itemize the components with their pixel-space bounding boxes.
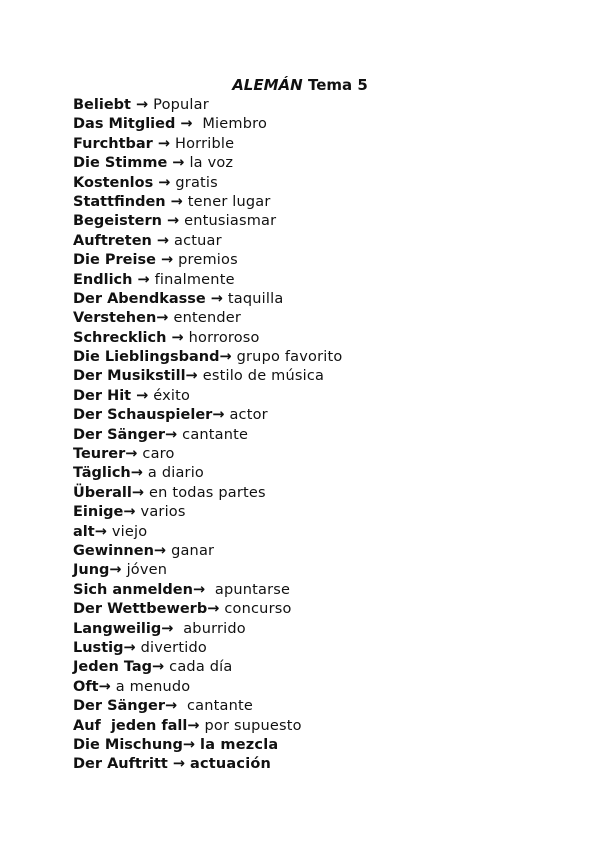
german-term: Der Sänger (73, 426, 165, 443)
arrow-icon: → (131, 484, 145, 501)
german-term: Endlich (73, 271, 133, 288)
vocab-entry (73, 620, 342, 639)
vocab-entry (73, 678, 342, 697)
german-term: Der Wettbewerb (73, 601, 208, 618)
spanish-term: cantante (182, 698, 253, 715)
arrow-icon: → (123, 504, 136, 521)
spanish-term: taquilla (227, 290, 284, 307)
arrow-icon: → (130, 465, 143, 482)
arrow-icon: → (157, 135, 170, 152)
title-lead: ALEMÁN (232, 76, 303, 94)
arrow-icon: → (166, 213, 180, 230)
german-term: Die Lieblingsband (73, 349, 220, 366)
vocab-entry (73, 658, 342, 677)
spanish-term: varios (140, 504, 186, 521)
german-term: Täglich (73, 465, 131, 482)
spanish-term: Popular (153, 97, 209, 113)
spanish-term: Horrible (174, 135, 235, 152)
spanish-term: grupo favorito (236, 349, 343, 366)
german-term: Der Abendkasse (73, 290, 206, 307)
spanish-term: cantante (182, 426, 249, 443)
vocab-entry (73, 717, 342, 736)
german-term: alt (73, 523, 95, 540)
german-term: Überall (73, 484, 132, 501)
spanish-term: por supuesto (204, 717, 302, 734)
spanish-term: a diario (147, 465, 204, 482)
german-term: Begeistern (73, 213, 162, 230)
spanish-term: entusiasmar (184, 213, 277, 230)
vocab-entry (73, 271, 342, 290)
vocab-entry (73, 251, 342, 270)
german-term: Sich anmelden (73, 581, 193, 598)
german-term: Das Mitglied (73, 116, 176, 133)
vocab-entry (73, 135, 342, 154)
spanish-term: horroroso (188, 329, 260, 346)
vocab-entry (73, 639, 342, 658)
arrow-icon: → (164, 426, 178, 443)
spanish-term: estilo de música (202, 368, 325, 385)
spanish-term: apuntarse (210, 581, 291, 598)
vocab-entry (73, 561, 342, 580)
german-term: Auftreten (73, 232, 152, 249)
vocab-entry (73, 581, 342, 600)
german-term: Jung (73, 562, 110, 579)
spanish-term: gratis (175, 174, 218, 191)
spanish-term: entender (173, 310, 242, 327)
arrow-icon: → (182, 736, 196, 753)
vocabulary-list (73, 96, 342, 775)
german-term: Jeden Tag (73, 659, 152, 676)
spanish-term: tener lugar (187, 193, 271, 210)
vocab-entry (73, 115, 342, 134)
german-term: Teurer (73, 446, 126, 463)
vocab-entry (73, 464, 342, 483)
german-term: Der Schauspieler (73, 407, 213, 424)
vocab-entry (73, 736, 342, 755)
arrow-icon: → (160, 252, 174, 269)
spanish-term: la voz (189, 155, 234, 172)
vocab-entry (73, 697, 342, 716)
spanish-term: concurso (224, 601, 292, 618)
spanish-term: aburrido (178, 620, 246, 637)
german-term: Der Musikstill (73, 368, 186, 385)
arrow-icon: → (207, 601, 220, 618)
arrow-icon: → (164, 698, 178, 715)
arrow-icon: → (109, 562, 122, 579)
arrow-icon: → (136, 387, 149, 404)
german-term: Langweilig (73, 620, 162, 637)
spanish-term: la mezcla (200, 736, 279, 753)
german-term: Oft (73, 678, 99, 695)
spanish-term: actuar (174, 232, 222, 249)
spanish-term: finalmente (154, 271, 235, 288)
german-term: Der Hit (73, 387, 132, 404)
spanish-term: en todas partes (149, 484, 266, 501)
german-term: Furchtbar (73, 135, 153, 152)
vocab-entry (73, 348, 342, 367)
page-title (0, 75, 600, 95)
vocab-entry (73, 154, 342, 173)
spanish-term: premios (178, 252, 238, 269)
arrow-icon: → (172, 756, 185, 773)
german-term: Stattfinden (73, 193, 166, 210)
german-term: Einige (73, 504, 124, 521)
german-term: Lustig (73, 639, 124, 656)
spanish-term: a menudo (115, 678, 191, 695)
spanish-term: ganar (171, 542, 215, 559)
arrow-icon: → (94, 523, 107, 540)
vocab-entry (73, 329, 342, 348)
vocab-entry (73, 426, 342, 445)
vocab-entry (73, 96, 342, 115)
vocab-entry (73, 174, 342, 193)
arrow-icon: → (152, 659, 165, 676)
vocab-entry (73, 542, 342, 561)
german-term: Der Auftritt (73, 756, 168, 773)
arrow-icon: → (172, 155, 185, 172)
arrow-icon: → (158, 174, 171, 191)
german-term: Schrecklich (73, 329, 167, 346)
vocab-entry (73, 387, 342, 406)
german-term: Gewinnen (73, 542, 154, 559)
vocab-entry (73, 406, 342, 425)
arrow-icon: → (137, 271, 150, 288)
vocab-entry (73, 484, 342, 503)
spanish-term: jóven (126, 562, 168, 579)
arrow-icon: → (219, 349, 232, 366)
spanish-term: divertido (140, 639, 207, 656)
vocab-entry (73, 193, 342, 212)
vocab-entry (73, 755, 342, 774)
german-term: Kostenlos (73, 174, 154, 191)
arrow-icon: → (125, 446, 138, 463)
vocab-entry (73, 290, 342, 309)
vocab-entry (73, 367, 342, 386)
spanish-term: actor (229, 407, 268, 424)
arrow-icon: → (192, 581, 206, 598)
arrow-icon: → (156, 232, 170, 249)
vocab-entry (73, 523, 342, 542)
arrow-icon: → (135, 97, 149, 113)
german-term: Die Preise (73, 252, 156, 269)
title-rest: Tema 5 (307, 76, 368, 94)
arrow-icon: → (171, 329, 184, 346)
arrow-icon: → (156, 310, 169, 327)
arrow-icon: → (185, 368, 198, 385)
arrow-icon: → (98, 678, 111, 695)
arrow-icon: → (170, 193, 183, 210)
spanish-term: caro (142, 446, 175, 463)
arrow-icon: → (153, 542, 167, 559)
german-term: Die Stimme (73, 155, 168, 172)
vocab-entry (73, 503, 342, 522)
spanish-term: viejo (111, 523, 148, 540)
german-term: Beliebt (73, 97, 131, 113)
spanish-term: Miembro (197, 116, 268, 133)
german-term: Die Mischung (73, 736, 183, 753)
arrow-icon: → (123, 639, 136, 656)
vocab-entry (73, 445, 342, 464)
german-term: Der Sänger (73, 698, 165, 715)
arrow-icon: → (210, 290, 223, 307)
spanish-term: éxito (153, 387, 191, 404)
arrow-icon: → (180, 116, 193, 133)
arrow-icon: → (161, 620, 174, 637)
arrow-icon: → (212, 407, 225, 424)
spanish-term: cada día (169, 659, 233, 676)
arrow-icon: → (187, 717, 200, 734)
german-term: Auf jeden fall (73, 717, 188, 734)
german-term: Verstehen (73, 310, 157, 327)
vocab-entry (73, 309, 342, 328)
vocab-entry (73, 232, 342, 251)
vocab-entry (73, 212, 342, 231)
vocab-entry (73, 600, 342, 619)
spanish-term: actuación (190, 756, 272, 773)
